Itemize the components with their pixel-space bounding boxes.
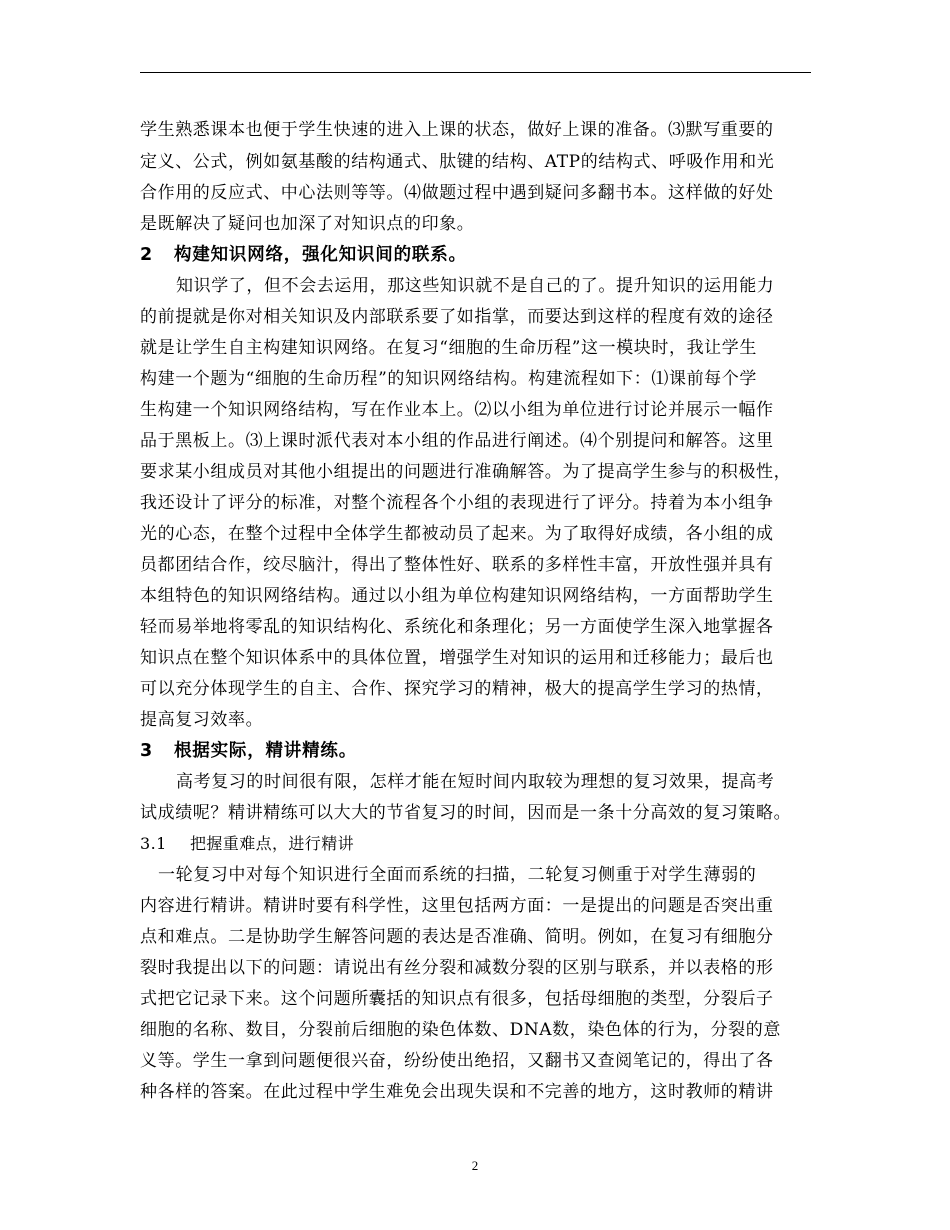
section-title: 根据实际，精讲精练。 — [174, 741, 357, 761]
paragraph-line: 试成绩呢？精讲精练可以大大的节省复习的时间，因而是一条十分高效的复习策略。 — [140, 803, 792, 823]
paragraph-line: 义等。学生一拿到问题便很兴奋，纷纷使出绝招，又翻书又查阅笔记的，得出了各 — [140, 1051, 774, 1071]
paragraph-line: 合作用的反应式、中心法则等等。⑷做题过程中遇到疑问多翻书本。这样做的好处 — [140, 183, 774, 203]
paragraph-line: 知识学了，但不会去运用，那这些知识就不是自己的了。提升知识的运用能力 — [176, 276, 775, 296]
paragraph-line: 定义、公式，例如氨基酸的结构通式、肽键的结构、ATP的结构式、呼吸作用和光 — [140, 152, 775, 172]
paragraph-line: 细胞的名称、数目，分裂前后细胞的染色体数、DNA数，染色体的行为，分裂的意 — [140, 1020, 781, 1040]
subsection-title: 把握重难点，进行精讲 — [190, 834, 355, 853]
paragraph-line: 要求某小组成员对其他小组提出的问题进行准确解答。为了提高学生参与的积极性， — [140, 462, 792, 482]
paragraph-line: 我还设计了评分的标准，对整个流程各个小组的表现进行了评分。持着为本小组争 — [140, 493, 774, 513]
section-title: 构建知识网络，强化知识间的联系。 — [174, 245, 467, 265]
paragraph-line: 种各样的答案。在此过程中学生难免会出现失误和不完善的地方，这时教师的精讲 — [140, 1082, 774, 1102]
paragraph-line: 光的心态，在整个过程中全体学生都被动员了起来。为了取得好成绩，各小组的成 — [140, 524, 774, 544]
page-number: 2 — [471, 1158, 479, 1173]
section-heading-3 — [140, 740, 357, 762]
section-number: 3 — [140, 741, 153, 761]
section-number: 2 — [140, 245, 153, 265]
paragraph-line: 品于黑板上。⑶上课时派代表对本小组的作品进行阐述。⑷个别提问和解答。这里 — [140, 431, 774, 451]
section-heading-2 — [140, 244, 467, 266]
paragraph-line: 点和难点。二是协助学生解答问题的表达是否准确、简明。例如，在复习有细胞分 — [140, 927, 774, 947]
paragraph-line: 轻而易举地将零乱的知识结构化、系统化和条理化；另一方面使学生深入地掌握各 — [140, 617, 774, 637]
paragraph-line: 内容进行精讲。精讲时要有科学性，这里包括两方面：一是提出的问题是否突出重 — [140, 896, 774, 916]
paragraph-line: 就是让学生自主构建知识网络。在复习“细胞的生命历程”这一模块时，我让学生 — [140, 338, 757, 358]
paragraph-line: 裂时我提出以下的问题：请说出有丝分裂和减数分裂的区别与联系，并以表格的形 — [140, 958, 774, 978]
header-rule — [140, 72, 811, 73]
paragraph-line: 高考复习的时间很有限，怎样才能在短时间内取较为理想的复习效果，提高考 — [176, 772, 775, 792]
paragraph-line: 式把它记录下来。这个问题所囊括的知识点有很多，包括母细胞的类型，分裂后子 — [140, 989, 774, 1009]
paragraph-line: 提高复习效率。 — [140, 710, 264, 730]
paragraph-line: 员都团结合作，绞尽脑汁，得出了整体性好、联系的多样性丰富，开放性强并具有 — [140, 555, 774, 575]
paragraph-line: 生构建一个知识网络结构，写在作业本上。⑵以小组为单位进行讨论并展示一幅作 — [140, 400, 774, 420]
subsection-heading-3-1 — [140, 833, 354, 855]
paragraph-line: 本组特色的知识网络结构。通过以小组为单位构建知识网络结构，一方面帮助学生 — [140, 586, 774, 606]
paragraph-line: 构建一个题为“细胞的生命历程”的知识网络结构。构建流程如下：⑴课前每个学 — [140, 369, 757, 389]
paragraph-line: 是既解决了疑问也加深了对知识点的印象。 — [140, 214, 475, 234]
subsection-number: 3.1 — [140, 834, 167, 853]
paragraph-line: 学生熟悉课本也便于学生快速的进入上课的状态，做好上课的准备。⑶默写重要的 — [140, 120, 774, 140]
paragraph-line: 可以充分体现学生的自主、合作、探究学习的精神，极大的提高学生学习的热情， — [140, 679, 774, 699]
paragraph-line: 知识点在整个知识体系中的具体位置，增强学生对知识的运用和迁移能力；最后也 — [140, 648, 774, 668]
paragraph-line: 的前提就是你对相关知识及内部联系要了如指掌，而要达到这样的程度有效的途径 — [140, 307, 774, 327]
paragraph-line: 一轮复习中对每个知识进行全面而系统的扫描，二轮复习侧重于对学生薄弱的 — [158, 865, 757, 885]
